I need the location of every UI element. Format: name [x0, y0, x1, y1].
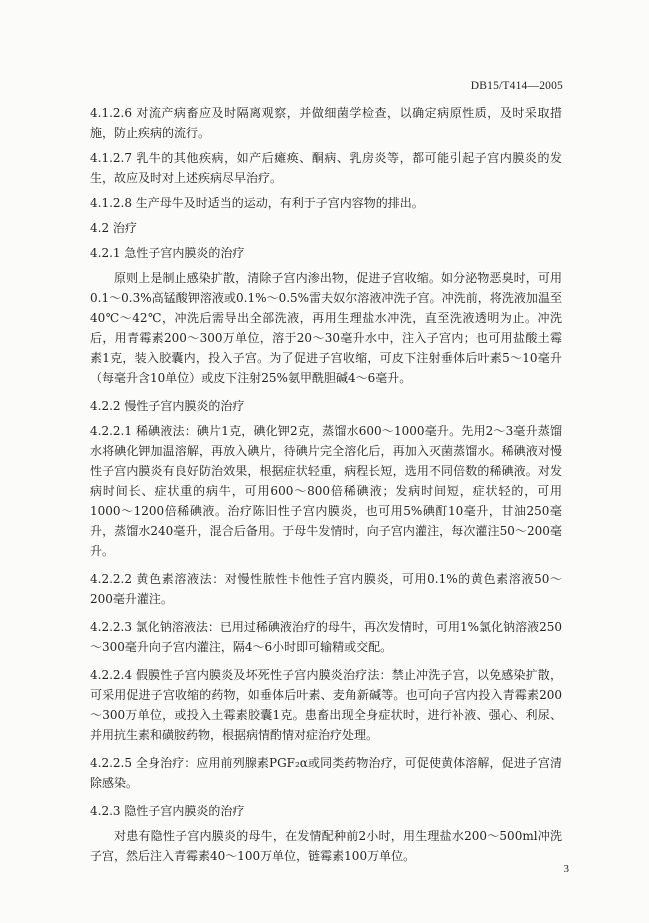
page-number: 3	[563, 863, 569, 875]
paragraph-4-2-2-2: 4.2.2.2 黄色素溶液法：对慢性脓性卡他性子宫内膜炎，可用0.1%的黄色素溶液50～200毫升灌注。	[90, 572, 562, 606]
section-heading-4-2-2: 4.2.2 慢性子宫内膜炎的治疗	[90, 399, 245, 413]
paragraph-acute-treatment: 原则上是制止感染扩散，清除子宫内渗出物，促进子宫收缩。如分泌物恶臭时，可用0.1～0.3%高锰酸钾溶液或0.1%～0.5%雷夫奴尔溶液冲洗子宫。冲洗前，将洗液加温至40℃～42℃，冲洗后需导出全部洗液，再用生理盐水冲洗，直至洗液透明为止。冲洗后，用青霉素200～300万单位，溶于20～30毫升水中，注入子宫内；也可用盐酸土霉素1克，装入胶囊内，投入子宫。为了促进子宫收缩，可皮下注射垂体后叶素5～10毫升（每毫升含10单位）或皮下注射25%氨甲酰胆碱4～6毫升。	[90, 271, 562, 385]
paragraph-4-2-2-3: 4.2.2.3 氯化钠溶液法：已用过稀碘液治疗的母牛，再次发情时，可用1%氯化钠溶液250～300毫升向子宫内灌注，隔4～6小时即可输精或交配。	[90, 620, 562, 654]
paragraph-4-1-2-6: 4.1.2.6 对流产病畜应及时隔离观察，并做细菌学检查，以确定病原性质，及时采取措施，防止疾病的流行。	[90, 106, 562, 140]
paragraph-latent-treatment: 对患有隐性子宫内膜炎的母牛，在发情配种前2小时，用生理盐水200～500ml冲洗子宫，然后注入青霉素40～100万单位，链霉素100万单位。	[90, 829, 562, 863]
paragraph-4-2-2-5: 4.2.2.5 全身治疗：应用前列腺素PGF₂α或同类药物治疗，可促使黄体溶解，促进子宫清除感染。	[90, 756, 562, 790]
paragraph-4-1-2-7: 4.1.2.7 乳牛的其他疾病，如产后瘫痪、酮病、乳房炎等，都可能引起子宫内膜炎的发生，故应及时对上述疾病尽早治疗。	[90, 151, 562, 185]
paragraph-4-1-2-8: 4.1.2.8 生产母牛及时适当的运动，有利于子宫内容物的排出。	[90, 196, 424, 210]
section-heading-4-2: 4.2 治疗	[90, 221, 137, 235]
standard-code: DB15/T414—2005	[470, 80, 563, 92]
section-heading-4-2-3: 4.2.3 隐性子宫内膜炎的治疗	[90, 804, 245, 818]
paragraph-4-2-2-1: 4.2.2.1 稀碘液法：碘片1克，碘化钾2克，蒸馏水600～1000毫升。先用2～3毫升蒸馏水将碘化钾加温溶解，再放入碘片，待碘片完全溶化后，再加入灭菌蒸馏水。稀碘液对慢性子宫内膜炎有良好防治效果，根据症状轻重，病程长短，选用不同倍数的稀碘液。对发病时间长、症状重的病牛，可用600～800倍稀碘液；发病时间短，症状轻的，可用1000～1200倍稀碘液。治疗陈旧性子宫内膜炎，也可用5%碘酊10毫升，甘油250毫升，蒸馏水240毫升，混合后备用。于母牛发情时，向子宫内灌注，每次灌注50～200毫升。	[90, 424, 562, 558]
section-heading-4-2-1: 4.2.1 急性子宫内膜炎的治疗	[90, 246, 245, 260]
document-body	[90, 103, 562, 866]
paragraph-4-2-2-4: 4.2.2.4 假膜性子宫内膜炎及坏死性子宫内膜炎治疗法：禁止冲洗子宫，以免感染扩散，可采用促进子宫收缩的药物，如垂体后叶素、麦角新碱等。也可向子宫内投入青霉素200～300万单位，或投入土霉素胶囊1克。患畜出现全身症状时，进行补液、强心、利尿、并用抗生素和磺胺药物，根据病情酌情对症治疗处理。	[90, 668, 562, 742]
